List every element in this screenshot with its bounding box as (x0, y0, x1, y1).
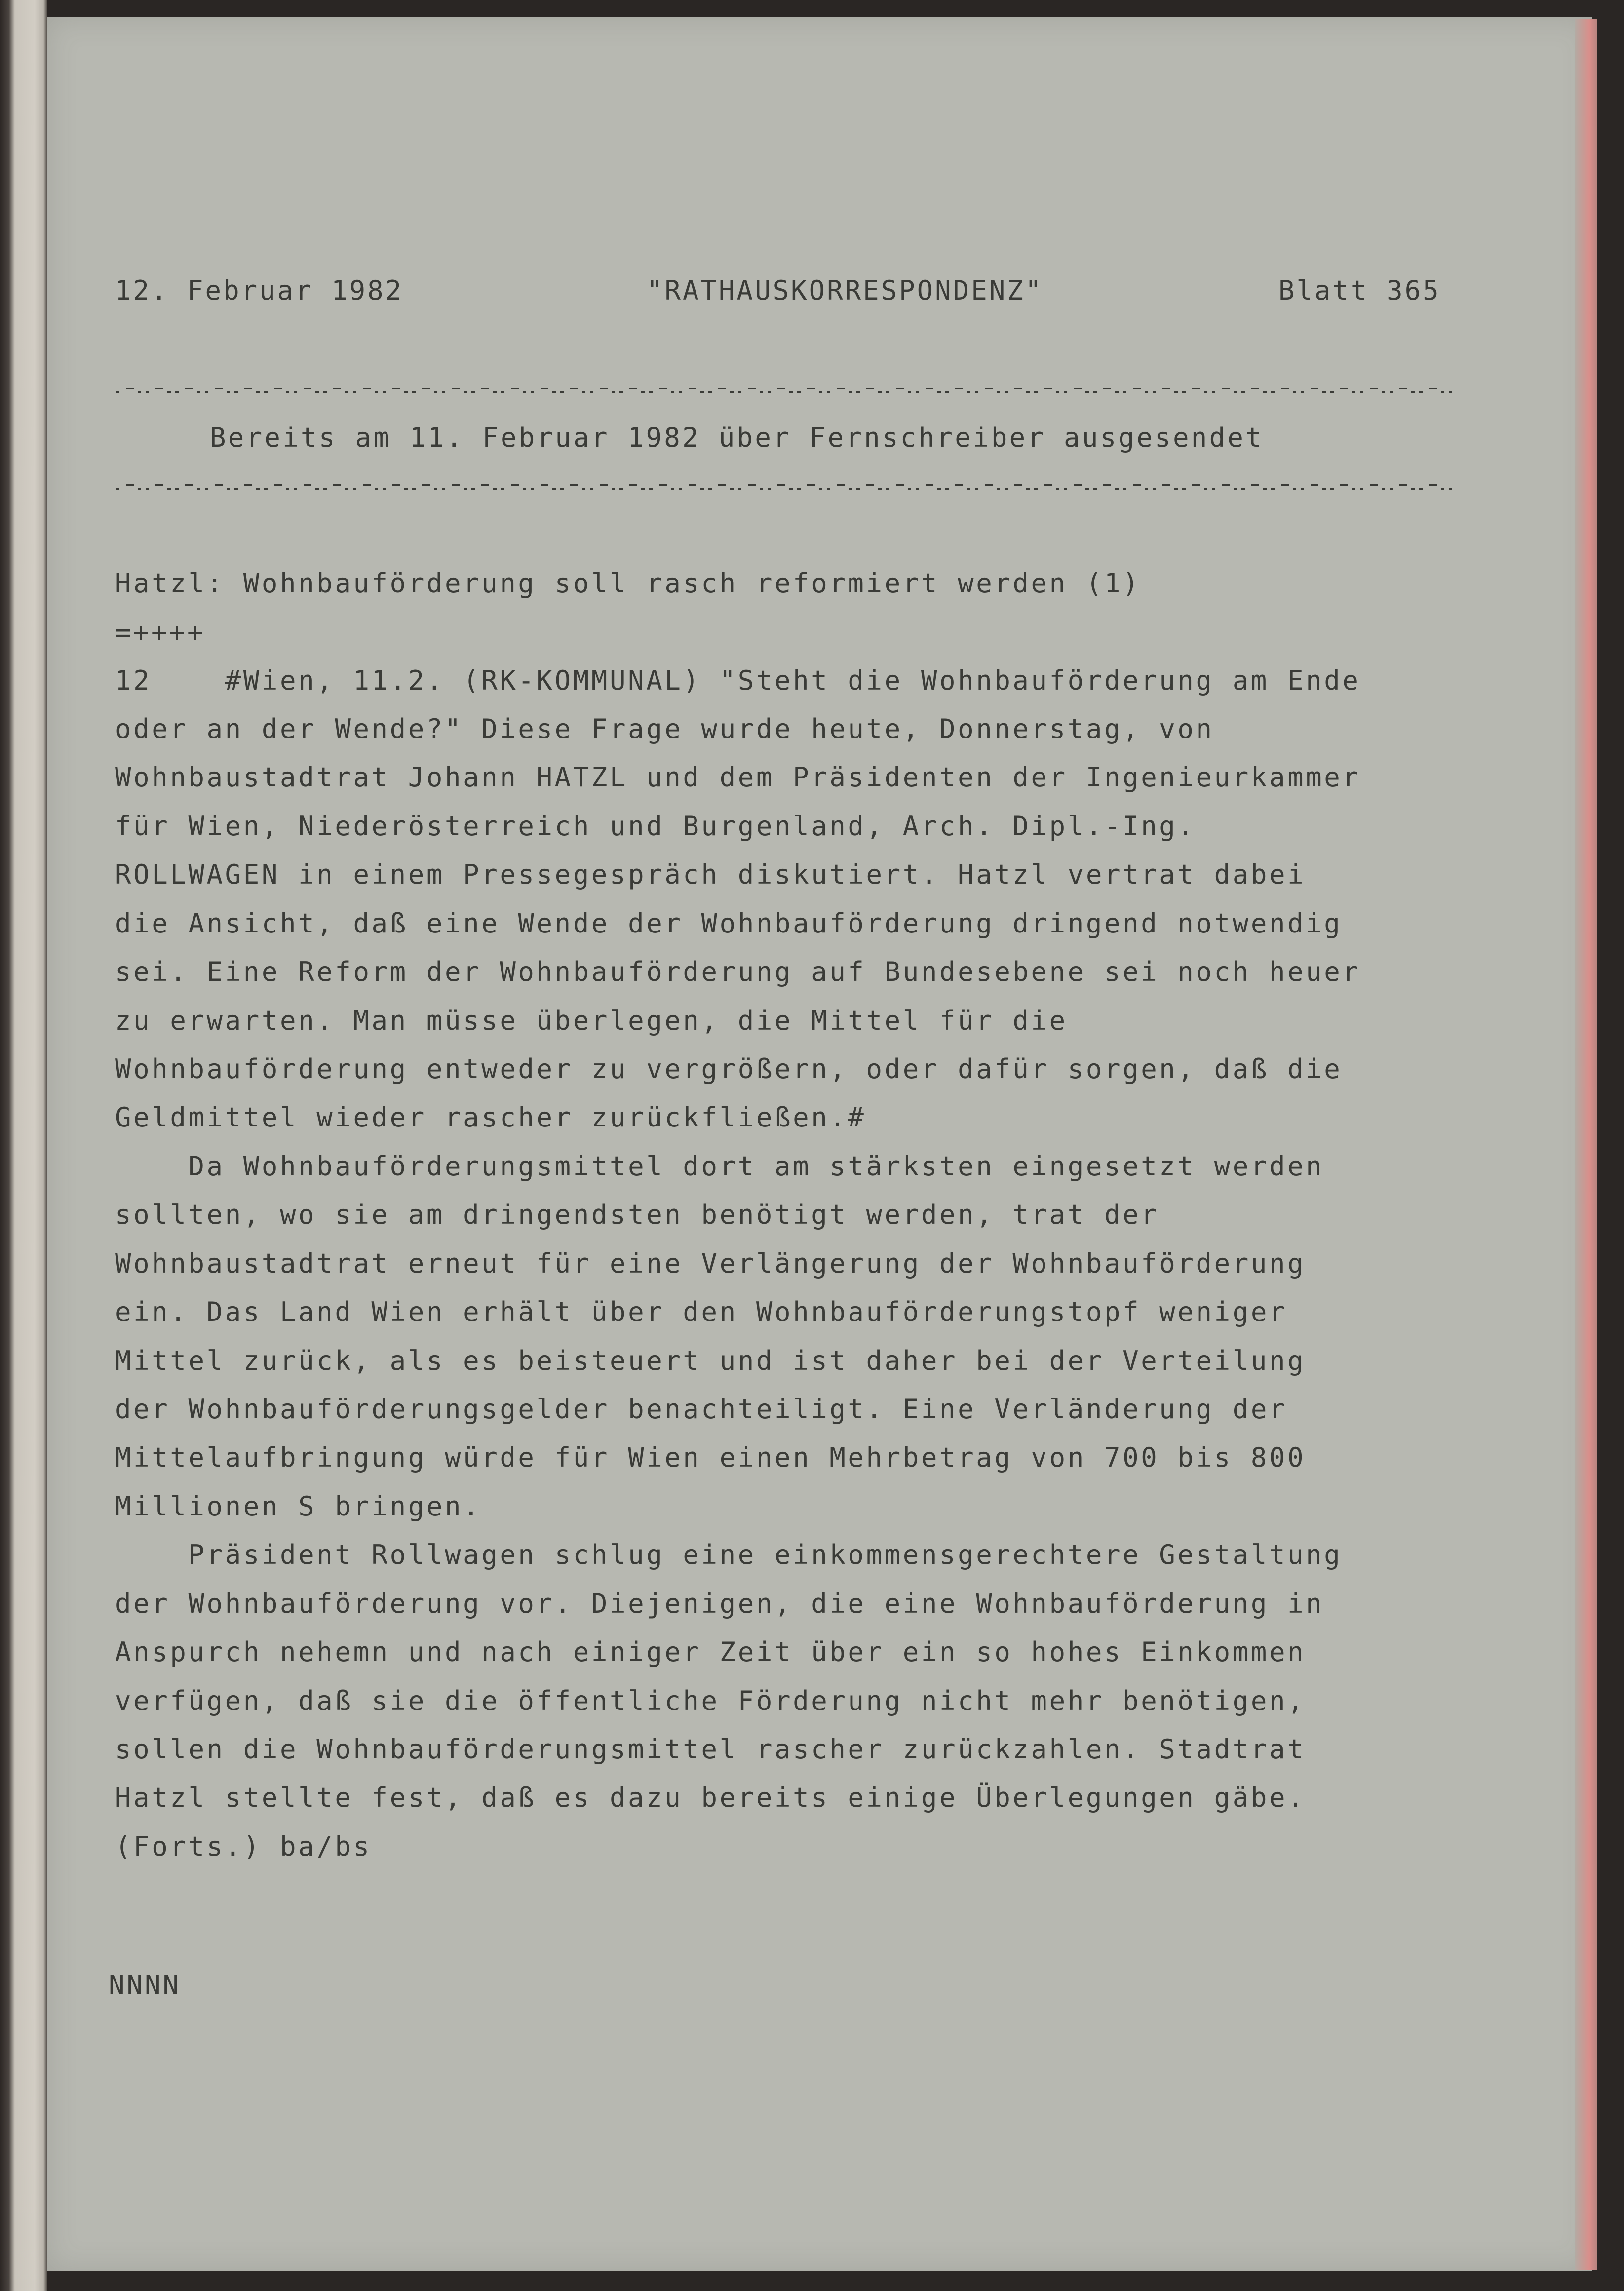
binding-edge (0, 0, 47, 2291)
article-line: Wohnbaustadtrat erneut für eine Verlängerung der Wohnbauförderung (115, 1248, 1306, 1279)
separator-bottom-pattern (115, 483, 1458, 490)
article-line: oder an der Wende?" Diese Frage wurde heute, Donnerstag, von (115, 713, 1214, 744)
article-line: Mittel zurück, als es beisteuert und ist daher bei der Verteilung (115, 1345, 1306, 1376)
article-line: sollen die Wohnbauförderungsmittel rascher zurückzahlen. Stadtrat (115, 1734, 1306, 1765)
article-line: Wohnbaustadtrat Johann HATZL und dem Präsidenten der Ingenieurkammer (115, 762, 1361, 793)
article-line: Mittelaufbringung würde für Wien einen Mehrbetrag von 700 bis 800 (115, 1442, 1306, 1473)
article-line: Anspurch nehemn und nach einiger Zeit über ein so hohes Einkommen (115, 1636, 1306, 1668)
article-line: verfügen, daß sie die öffentliche Förderung nicht mehr benötigen, (115, 1685, 1306, 1716)
article-line: Wohnbauförderung entweder zu vergrößern, oder dafür sorgen, daß die (115, 1053, 1343, 1085)
article-line: ein. Das Land Wien erhält über den Wohnbauförderungstopf weniger (115, 1296, 1288, 1327)
separator-bottom (115, 483, 1458, 490)
article-line: sollten, wo sie am dringendsten benötigt werden, trat der (115, 1199, 1160, 1230)
separator-top-pattern (115, 386, 1458, 393)
article-line: Hatzl stellte fest, daß es dazu bereits einige Überlegungen gäbe. (115, 1782, 1306, 1813)
header-publication: "RATHAUSKORRESPONDENZ" (647, 275, 1044, 306)
header-date: 12. Februar 1982 (115, 275, 404, 306)
article-line: Da Wohnbauförderungsmittel dort am stärksten eingesetzt werden (115, 1151, 1324, 1182)
header-sheet-number: Blatt 365 (1278, 275, 1441, 306)
article-line: zu erwarten. Man müsse überlegen, die Mittel für die (115, 1005, 1068, 1036)
article-line: ROLLWAGEN in einem Pressegespräch diskutiert. Hatzl vertrat dabei (115, 859, 1306, 890)
article-line: für Wien, Niederösterreich und Burgenland, Arch. Dipl.-Ing. (115, 811, 1196, 842)
article-line: der Wohnbauförderungsgelder benachteiligt. Eine Verländerung der (115, 1394, 1288, 1425)
article-line: (Forts.) ba/bs (115, 1831, 372, 1862)
transmission-note: Bereits am 11. Februar 1982 über Fernschreiber ausgesendet (210, 422, 1264, 453)
article-line: Millionen S bringen. (115, 1491, 482, 1522)
article-line: die Ansicht, daß eine Wende der Wohnbauförderung dringend notwendig (115, 908, 1343, 939)
article-line: der Wohnbauförderung vor. Diejenigen, die eine Wohnbauförderung in (115, 1588, 1324, 1619)
article-headline: Hatzl: Wohnbauförderung soll rasch reformiert werden (1) (115, 568, 1141, 599)
article-line: Präsident Rollwagen schlug eine einkommensgerechtere Gestaltung (115, 1539, 1343, 1570)
page-edge (1575, 19, 1597, 2270)
end-marker: NNNN (109, 1970, 181, 2001)
article-line: 12 #Wien, 11.2. (RK-KOMMUNAL) "Steht die Wohnbauförderung am Ende (115, 665, 1361, 696)
article-marker: =++++ (115, 617, 205, 648)
separator-top (115, 386, 1458, 393)
article-line: sei. Eine Reform der Wohnbauförderung auf Bundesebene sei noch heuer (115, 956, 1361, 987)
paper-sheet (47, 17, 1592, 2271)
article-line: Geldmittel wieder rascher zurückfließen.# (115, 1102, 866, 1133)
